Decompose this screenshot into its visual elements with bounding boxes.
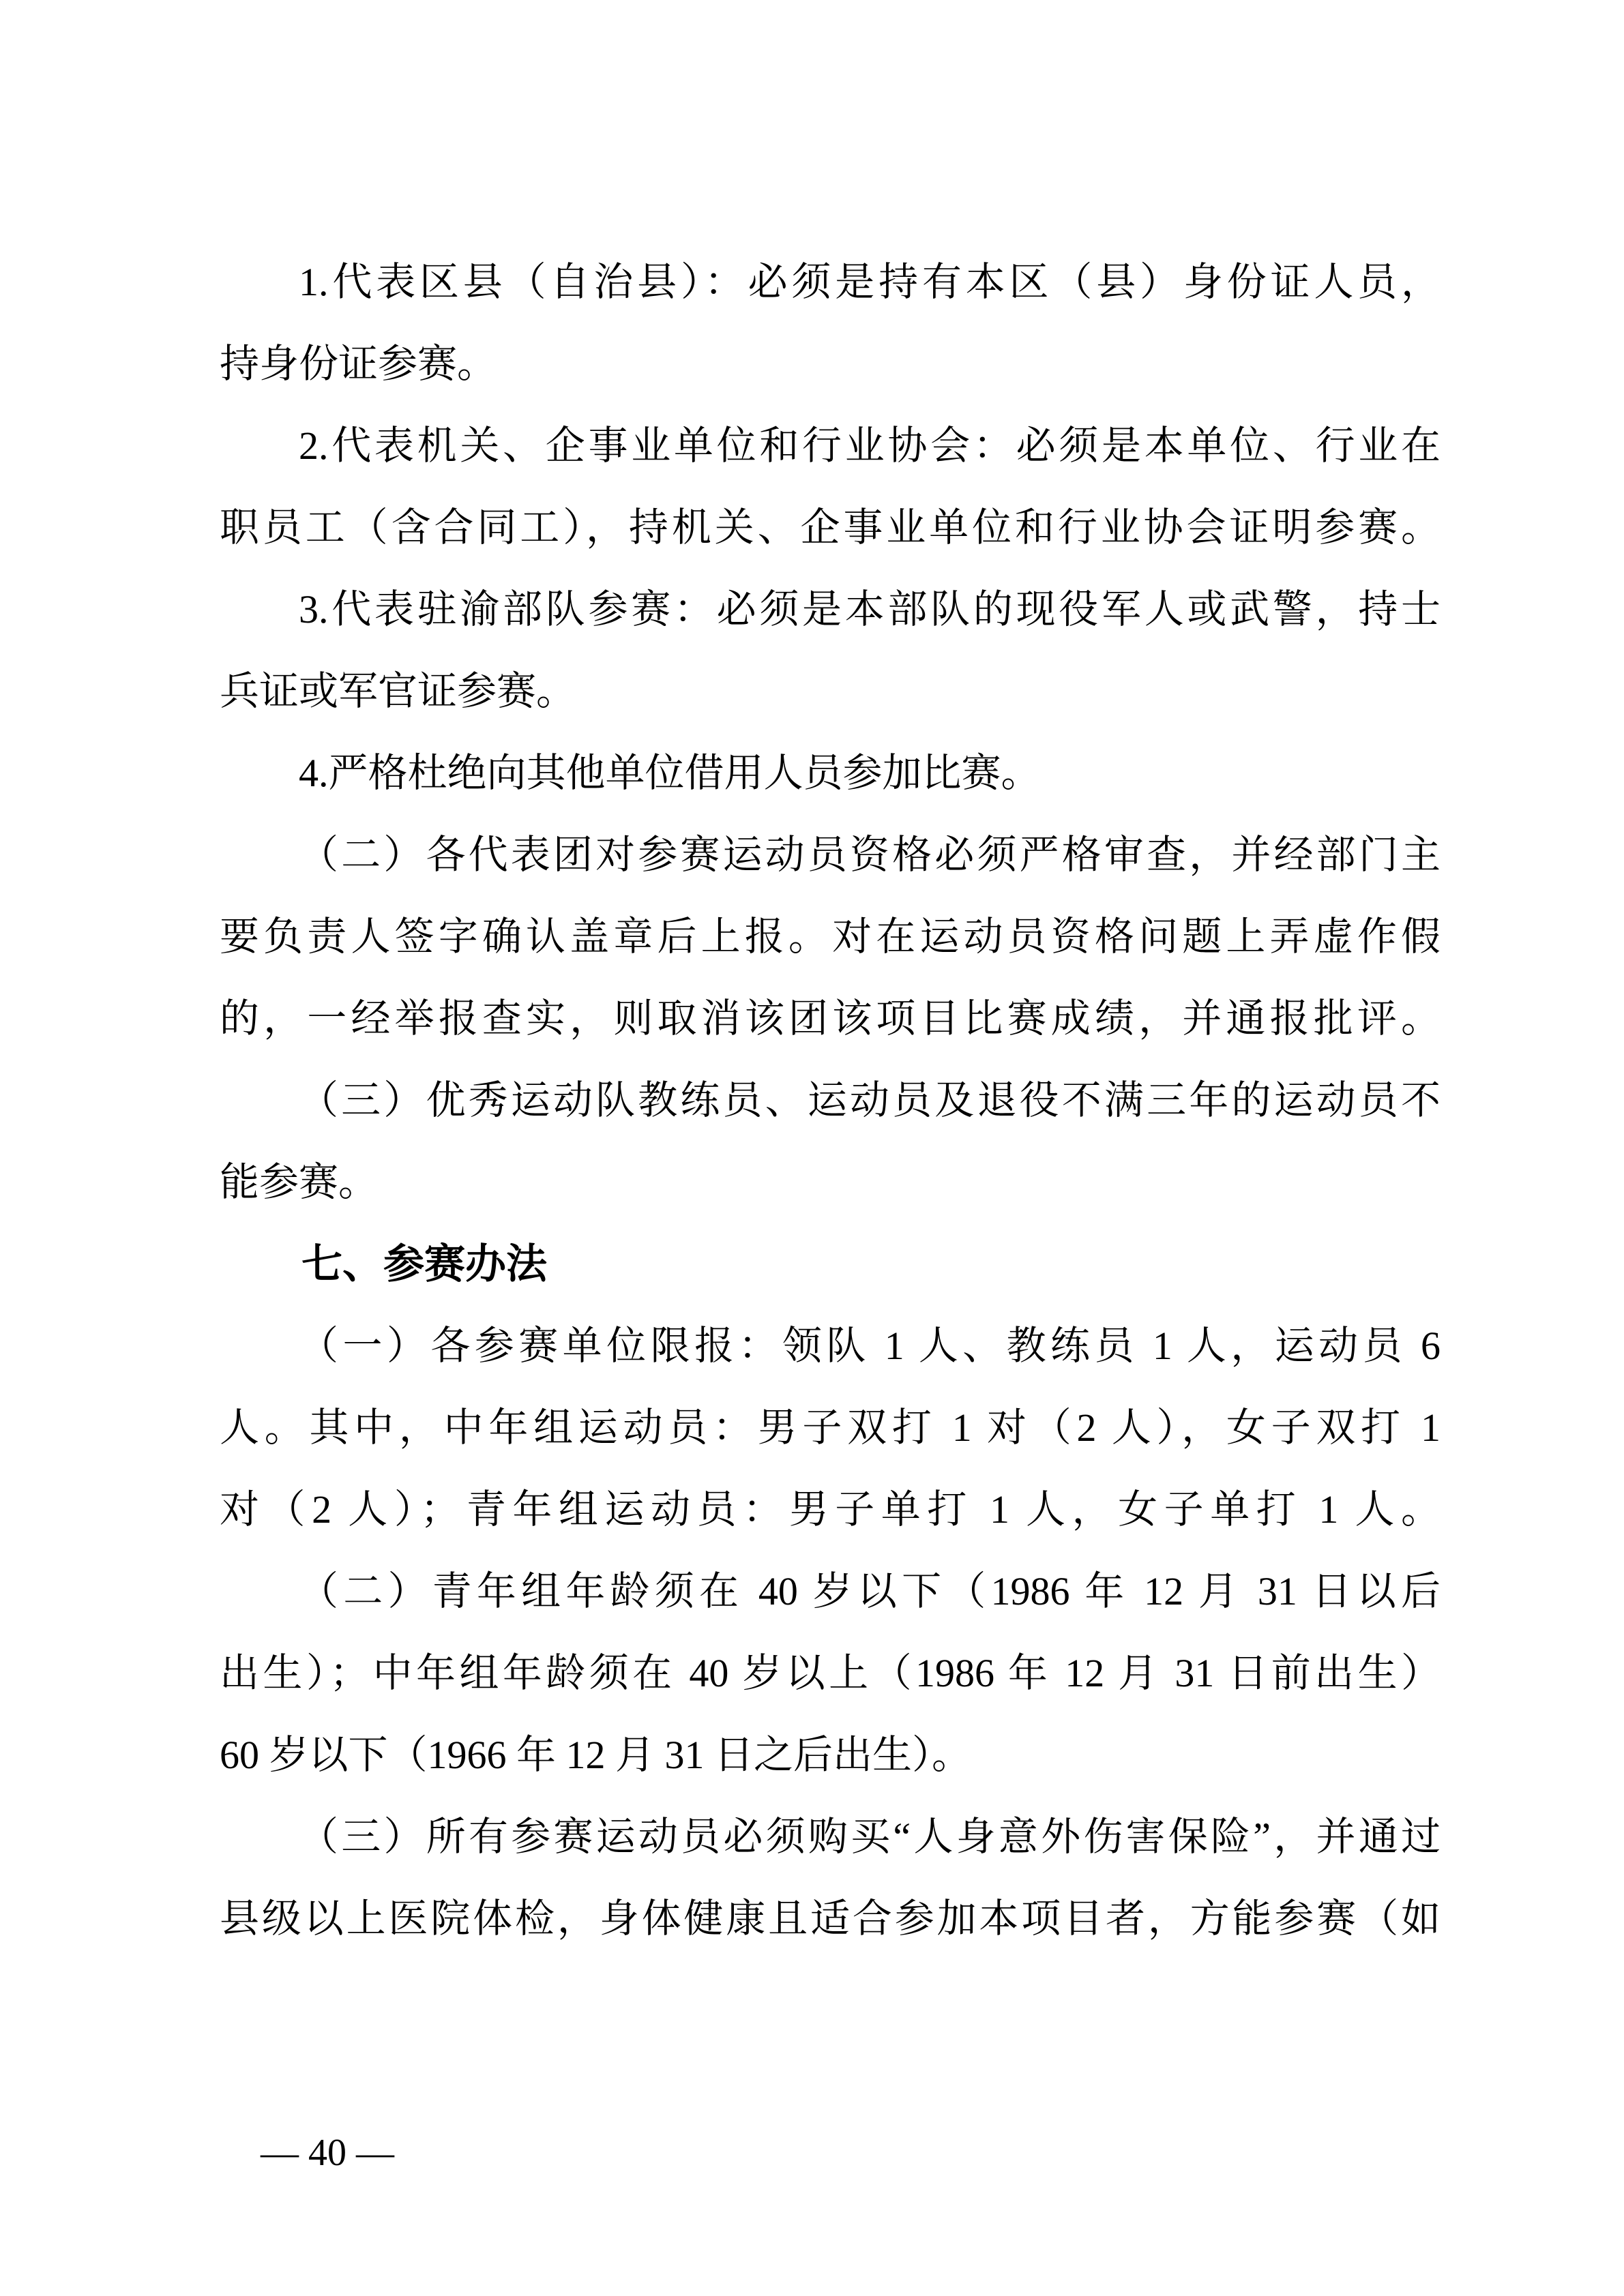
text-line: （三）优秀运动队教练员、运动员及退役不满三年的运动员不	[299, 1078, 1441, 1122]
document-body	[220, 241, 1441, 1960]
text-line: 4.严格杜绝向其他单位借用人员参加比赛。	[299, 751, 1041, 795]
page-footer	[222, 2030, 394, 2174]
text-line: 县级以上医院体检，身体健康且适合参加本项目者，方能参赛（如	[220, 1896, 1441, 1941]
text-line: （一）各参赛单位限报：领队 1 人、教练员 1 人，运动员 6	[299, 1324, 1441, 1368]
text-line: （二）各代表团对参赛运动员资格必须严格审查，并经部门主	[299, 833, 1441, 877]
text-line: 要负责人签字确认盖章后上报。对在运动员资格问题上弄虚作假	[220, 914, 1441, 959]
section-heading: 七、参赛办法	[301, 1241, 547, 1287]
text-line: 出生）；中年组年龄须在 40 岁以上（1986 年 12 月 31 日前出生）	[220, 1651, 1441, 1695]
text-line: 兵证或军官证参赛。	[220, 669, 576, 713]
text-line: 1.代表区县（自治县）：必须是持有本区（县）身份证人员，	[299, 260, 1441, 304]
text-line: 人。其中，中年组运动员：男子双打 1 对（2 人），女子双打 1	[220, 1405, 1441, 1450]
text-line: 60 岁以下（1966 年 12 月 31 日之后出生）。	[220, 1733, 972, 1777]
text-line: 职员工（含合同工），持机关、企事业单位和行业协会证明参赛。	[220, 505, 1441, 550]
text-line: 的，一经举报查实，则取消该团该项目比赛成绩，并通报批评。	[220, 996, 1441, 1041]
page-number: — 40 —	[261, 2132, 394, 2174]
text-line: 持身份证参赛。	[220, 342, 497, 386]
text-line: 2.代表机关、企事业单位和行业协会：必须是本单位、行业在	[299, 423, 1441, 468]
text-line: （三）所有参赛运动员必须购买“人身意外伤害保险”，并通过	[299, 1815, 1441, 1859]
text-line: 3.代表驻渝部队参赛：必须是本部队的现役军人或武警，持士	[299, 587, 1441, 631]
text-line: 对（2 人）；青年组运动员：男子单打 1 人，女子单打 1 人。	[220, 1487, 1441, 1532]
text-line: 能参赛。	[220, 1160, 379, 1204]
text-line: （二）青年组年龄须在 40 岁以下（1986 年 12 月 31 日以后	[299, 1569, 1441, 1613]
